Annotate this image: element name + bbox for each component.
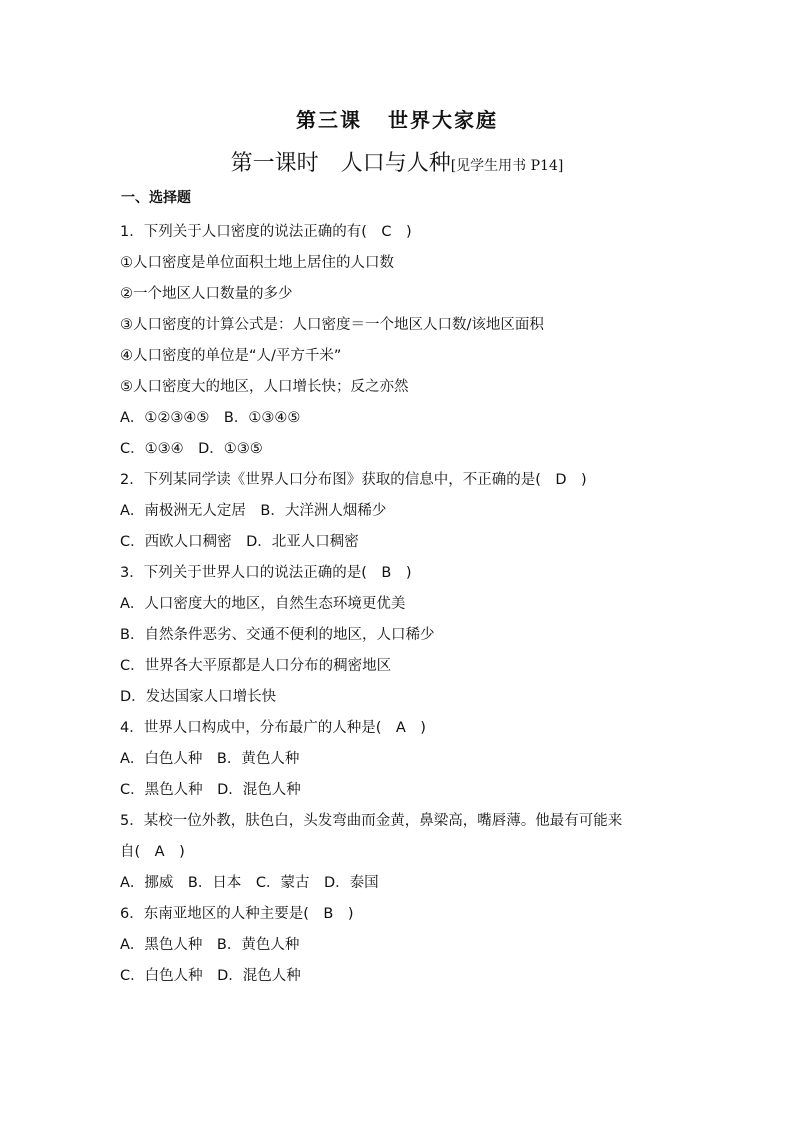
question-line: ③人口密度的计算公式是：人口密度＝一个地区人口数/该地区面积 bbox=[120, 317, 544, 333]
question-line: A．黑色人种 B．黄色人种 bbox=[120, 937, 300, 953]
question-line: ②一个地区人口数量的多少 bbox=[120, 286, 293, 302]
lesson-title bbox=[0, 104, 794, 133]
question-line: C．西欧人口稠密 D．北亚人口稠密 bbox=[120, 534, 359, 550]
question-line: A．人口密度大的地区，自然生态环境更优美 bbox=[120, 596, 406, 612]
question-line: ④人口密度的单位是“人/平方千米” bbox=[120, 348, 342, 364]
lesson-number: 第三课 bbox=[296, 108, 362, 132]
question-line: B．自然条件恶劣、交通不便利的地区，人口稀少 bbox=[120, 627, 435, 643]
question-line: A．①②③④⑤ B．①③④⑤ bbox=[120, 410, 301, 426]
question-line: 自( A ) bbox=[120, 844, 185, 860]
question-line: C．黑色人种 D．混色人种 bbox=[120, 782, 301, 798]
session-name: 人口与人种 bbox=[340, 151, 451, 176]
question-line: 2．下列某同学读《世界人口分布图》获取的信息中，不正确的是( D ) bbox=[120, 472, 587, 488]
question-line: 4．世界人口构成中，分布最广的人种是( A ) bbox=[120, 720, 426, 736]
session-title bbox=[0, 146, 794, 177]
question-line: C．白色人种 D．混色人种 bbox=[120, 968, 301, 984]
question-line: D．发达国家人口增长快 bbox=[120, 689, 277, 705]
question-line: 5．某校一位外教，肤色白，头发弯曲而金黄，鼻梁高，嘴唇薄。他最有可能来 bbox=[120, 813, 623, 829]
question-line: A．白色人种 B．黄色人种 bbox=[120, 751, 300, 767]
lesson-name: 世界大家庭 bbox=[388, 108, 498, 132]
question-line: C．世界各大平原都是人口分布的稠密地区 bbox=[120, 658, 392, 674]
question-line: C．①③④ D．①③⑤ bbox=[120, 441, 263, 457]
question-line: ①人口密度是单位面积土地上居住的人口数 bbox=[120, 255, 394, 271]
session-number: 第一课时 bbox=[230, 151, 319, 176]
question-line: 6．东南亚地区的人种主要是( B ) bbox=[120, 906, 354, 922]
book-reference: [见学生用书 P14] bbox=[450, 158, 564, 174]
question-line: A．挪威 B．日本 C．蒙古 D．泰国 bbox=[120, 875, 379, 891]
question-list bbox=[120, 220, 680, 995]
question-line: 1．下列关于人口密度的说法正确的有( C ) bbox=[120, 224, 412, 240]
question-line: ⑤人口密度大的地区，人口增长快；反之亦然 bbox=[120, 379, 409, 395]
question-line: A．南极洲无人定居 B．大洋洲人烟稀少 bbox=[120, 503, 387, 519]
question-line: 3．下列关于世界人口的说法正确的是( B ) bbox=[120, 565, 412, 581]
section-heading: 一、选择题 bbox=[121, 190, 191, 206]
